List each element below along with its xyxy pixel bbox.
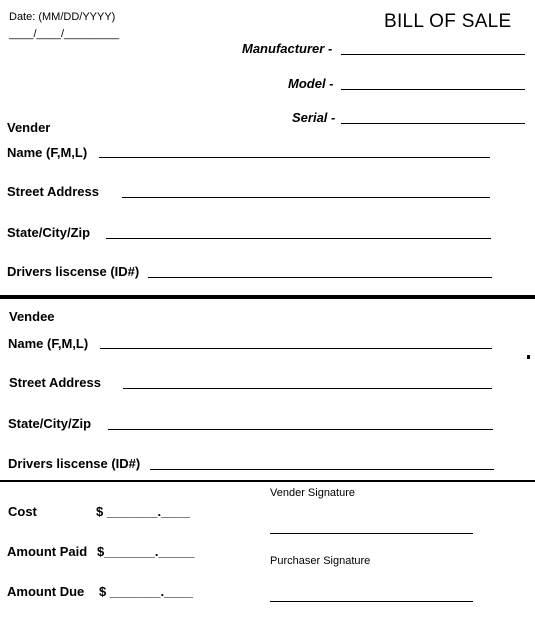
serial-label: Serial - [292, 110, 336, 125]
vender-name-label: Name (F,M,L) [7, 145, 88, 160]
vendee-license-label: Drivers liscense (ID#) [8, 456, 141, 471]
amount-due-field[interactable]: $ _______.____ [99, 584, 193, 599]
page-title: BILL OF SALE [384, 11, 512, 32]
manufacturer-label: Manufacturer - [242, 41, 333, 56]
vendee-license-field[interactable] [150, 469, 494, 470]
manufacturer-field[interactable] [341, 54, 525, 55]
cost-field[interactable]: $ _______.____ [96, 504, 190, 519]
purchaser-signature-field[interactable] [270, 601, 473, 602]
vendee-name-label: Name (F,M,L) [8, 336, 89, 351]
section-divider [0, 480, 535, 482]
purchaser-signature-label: Purchaser Signature [270, 555, 371, 567]
date-field[interactable]: ____/____/_________ [9, 28, 120, 40]
vender-signature-label: Vender Signature [270, 487, 356, 499]
vender-state-label: State/City/Zip [7, 225, 91, 240]
amount-due-label: Amount Due [7, 584, 85, 599]
serial-field[interactable] [341, 123, 525, 124]
vendee-state-field[interactable] [108, 429, 493, 430]
vender-signature-field[interactable] [270, 533, 473, 534]
cost-label: Cost [8, 504, 37, 519]
vender-name-field[interactable] [99, 157, 490, 158]
vendee-street-label: Street Address [9, 375, 101, 390]
vendee-heading: Vendee [9, 309, 55, 324]
vender-street-label: Street Address [7, 184, 99, 199]
amount-paid-label: Amount Paid [7, 544, 88, 559]
model-label: Model - [288, 76, 334, 91]
vender-heading: Vender [7, 120, 51, 135]
date-label: Date: (MM/DD/YYYY) [9, 11, 116, 23]
model-field[interactable] [341, 89, 525, 90]
vendee-state-label: State/City/Zip [8, 416, 92, 431]
amount-paid-field[interactable]: $_______._____ [97, 544, 195, 559]
margin-mark [527, 355, 530, 359]
vender-license-field[interactable] [148, 277, 492, 278]
vender-state-field[interactable] [106, 238, 491, 239]
vendee-name-field[interactable] [100, 348, 492, 349]
vender-license-label: Drivers liscense (ID#) [7, 264, 140, 279]
vendee-street-field[interactable] [123, 388, 492, 389]
section-divider [0, 295, 535, 299]
vender-street-field[interactable] [122, 197, 490, 198]
